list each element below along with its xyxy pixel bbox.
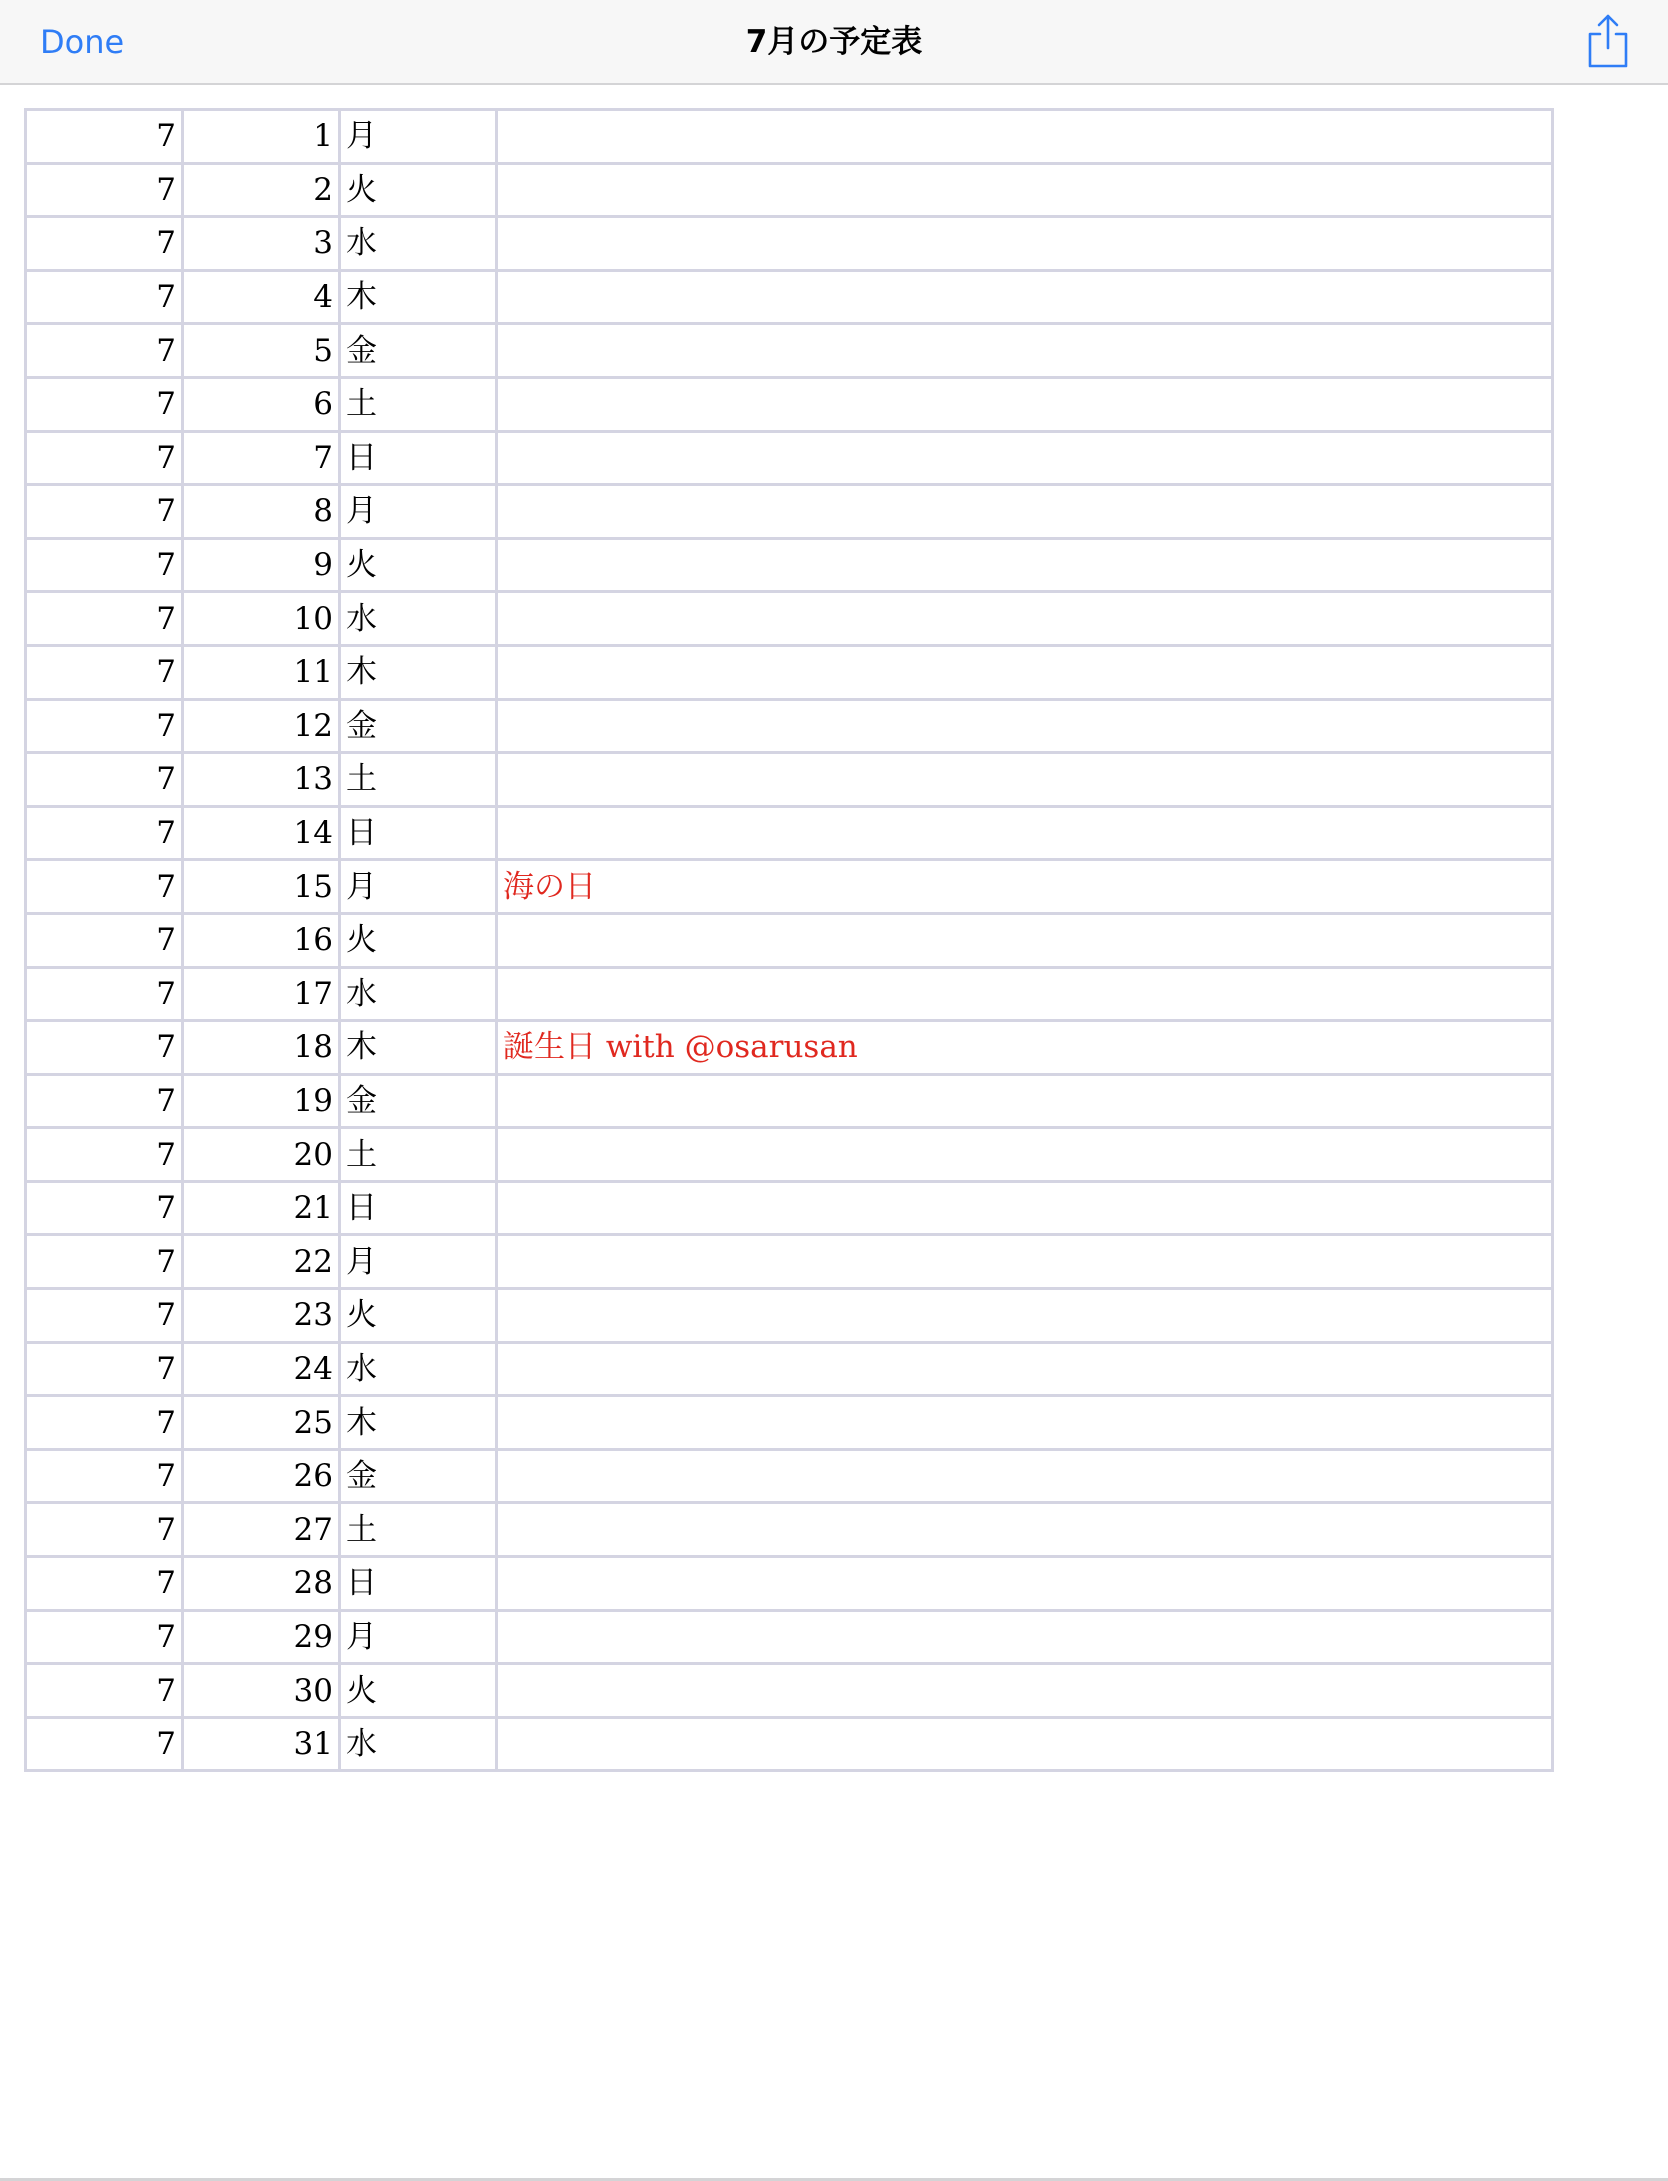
month-cell[interactable]: 7 [26, 377, 183, 431]
day-cell[interactable]: 2 [183, 163, 340, 217]
table-row [26, 1342, 1553, 1396]
event-cell[interactable] [497, 1342, 1553, 1396]
table-row [26, 860, 1553, 914]
event-cell[interactable] [497, 806, 1553, 860]
day-cell[interactable]: 12 [183, 699, 340, 753]
weekday-cell[interactable]: 火 [340, 1664, 497, 1718]
table-row [26, 645, 1553, 699]
day-cell[interactable]: 27 [183, 1503, 340, 1557]
table-row [26, 217, 1553, 271]
day-cell[interactable]: 9 [183, 538, 340, 592]
table-row [26, 913, 1553, 967]
table-row [26, 1503, 1553, 1557]
event-cell[interactable] [497, 1503, 1553, 1557]
month-cell[interactable]: 7 [26, 1396, 183, 1450]
share-icon [1586, 12, 1630, 70]
day-cell[interactable]: 5 [183, 324, 340, 378]
weekday-cell[interactable]: 日 [340, 431, 497, 485]
month-cell[interactable]: 7 [26, 1021, 183, 1075]
event-cell[interactable]: 誕生日 with @osarusan [497, 1021, 1553, 1075]
share-button[interactable] [1586, 12, 1630, 70]
day-cell[interactable]: 17 [183, 967, 340, 1021]
event-cell[interactable] [497, 753, 1553, 807]
day-cell[interactable]: 13 [183, 753, 340, 807]
event-cell[interactable] [497, 1717, 1553, 1771]
event-cell[interactable] [497, 1181, 1553, 1235]
event-cell[interactable] [497, 217, 1553, 271]
event-cell[interactable] [497, 645, 1553, 699]
table-row [26, 1074, 1553, 1128]
day-cell[interactable]: 1 [183, 110, 340, 164]
table-row [26, 1181, 1553, 1235]
month-cell[interactable]: 7 [26, 592, 183, 646]
day-cell[interactable]: 24 [183, 1342, 340, 1396]
done-button[interactable]: Done [40, 23, 125, 61]
weekday-cell[interactable]: 月 [340, 485, 497, 539]
month-cell[interactable]: 7 [26, 753, 183, 807]
event-cell[interactable] [497, 1664, 1553, 1718]
month-cell[interactable]: 7 [26, 324, 183, 378]
month-cell[interactable]: 7 [26, 110, 183, 164]
weekday-cell[interactable]: 木 [340, 270, 497, 324]
event-cell[interactable] [497, 163, 1553, 217]
month-cell[interactable]: 7 [26, 1342, 183, 1396]
day-cell[interactable]: 21 [183, 1181, 340, 1235]
weekday-cell[interactable]: 土 [340, 1128, 497, 1182]
day-cell[interactable]: 26 [183, 1449, 340, 1503]
day-cell[interactable]: 30 [183, 1664, 340, 1718]
weekday-cell[interactable]: 水 [340, 1342, 497, 1396]
day-cell[interactable]: 11 [183, 645, 340, 699]
weekday-cell[interactable]: 水 [340, 967, 497, 1021]
month-cell[interactable]: 7 [26, 1503, 183, 1557]
month-cell[interactable]: 7 [26, 485, 183, 539]
table-row [26, 806, 1553, 860]
schedule-table [24, 108, 1554, 1772]
month-cell[interactable]: 7 [26, 1128, 183, 1182]
weekday-cell[interactable]: 金 [340, 699, 497, 753]
weekday-cell[interactable]: 木 [340, 1396, 497, 1450]
table-row [26, 1610, 1553, 1664]
month-cell[interactable]: 7 [26, 538, 183, 592]
weekday-cell[interactable]: 水 [340, 217, 497, 271]
event-cell[interactable] [497, 1449, 1553, 1503]
day-cell[interactable]: 16 [183, 913, 340, 967]
table-row [26, 163, 1553, 217]
table-row [26, 1449, 1553, 1503]
table-row [26, 753, 1553, 807]
table-row [26, 1021, 1553, 1075]
table-row [26, 592, 1553, 646]
month-cell[interactable]: 7 [26, 860, 183, 914]
day-cell[interactable]: 18 [183, 1021, 340, 1075]
event-cell[interactable] [497, 538, 1553, 592]
event-cell[interactable] [497, 1235, 1553, 1289]
weekday-cell[interactable]: 火 [340, 913, 497, 967]
month-cell[interactable]: 7 [26, 913, 183, 967]
table-row [26, 538, 1553, 592]
day-cell[interactable]: 22 [183, 1235, 340, 1289]
weekday-cell[interactable]: 金 [340, 1449, 497, 1503]
weekday-cell[interactable]: 月 [340, 110, 497, 164]
day-cell[interactable]: 7 [183, 431, 340, 485]
weekday-cell[interactable]: 土 [340, 1503, 497, 1557]
month-cell[interactable]: 7 [26, 699, 183, 753]
event-cell[interactable] [497, 1557, 1553, 1611]
day-cell[interactable]: 25 [183, 1396, 340, 1450]
month-cell[interactable]: 7 [26, 806, 183, 860]
weekday-cell[interactable]: 火 [340, 163, 497, 217]
month-cell[interactable]: 7 [26, 1289, 183, 1343]
month-cell[interactable]: 7 [26, 1074, 183, 1128]
day-cell[interactable]: 6 [183, 377, 340, 431]
table-row [26, 377, 1553, 431]
month-cell[interactable]: 7 [26, 967, 183, 1021]
navigation-bar [0, 0, 1668, 85]
month-cell[interactable]: 7 [26, 1664, 183, 1718]
event-cell[interactable] [497, 1610, 1553, 1664]
month-cell[interactable]: 7 [26, 1235, 183, 1289]
month-cell[interactable]: 7 [26, 1610, 183, 1664]
weekday-cell[interactable]: 水 [340, 592, 497, 646]
weekday-cell[interactable]: 日 [340, 1557, 497, 1611]
table-row [26, 324, 1553, 378]
event-cell[interactable] [497, 431, 1553, 485]
table-row [26, 1717, 1553, 1771]
event-cell[interactable] [497, 1396, 1553, 1450]
event-cell[interactable] [497, 270, 1553, 324]
day-cell[interactable]: 8 [183, 485, 340, 539]
day-cell[interactable]: 20 [183, 1128, 340, 1182]
event-cell[interactable]: 海の日 [497, 860, 1553, 914]
month-cell[interactable]: 7 [26, 217, 183, 271]
table-row [26, 1235, 1553, 1289]
weekday-cell[interactable]: 月 [340, 1235, 497, 1289]
day-cell[interactable]: 28 [183, 1557, 340, 1611]
weekday-cell[interactable]: 土 [340, 377, 497, 431]
event-cell[interactable] [497, 913, 1553, 967]
table-row [26, 1557, 1553, 1611]
weekday-cell[interactable]: 日 [340, 806, 497, 860]
table-row [26, 967, 1553, 1021]
month-cell[interactable]: 7 [26, 1557, 183, 1611]
weekday-cell[interactable]: 月 [340, 860, 497, 914]
month-cell[interactable]: 7 [26, 431, 183, 485]
page-title: 7月の予定表 [745, 24, 923, 60]
event-cell[interactable] [497, 967, 1553, 1021]
weekday-cell[interactable]: 土 [340, 753, 497, 807]
weekday-cell[interactable]: 日 [340, 1181, 497, 1235]
weekday-cell[interactable]: 火 [340, 1289, 497, 1343]
table-row [26, 1289, 1553, 1343]
month-cell[interactable]: 7 [26, 1449, 183, 1503]
table-row [26, 699, 1553, 753]
day-cell[interactable]: 19 [183, 1074, 340, 1128]
event-cell[interactable] [497, 110, 1553, 164]
table-row [26, 1128, 1553, 1182]
month-cell[interactable]: 7 [26, 1717, 183, 1771]
table-row [26, 431, 1553, 485]
weekday-cell[interactable]: 金 [340, 1074, 497, 1128]
weekday-cell[interactable]: 水 [340, 1717, 497, 1771]
event-cell[interactable] [497, 485, 1553, 539]
day-cell[interactable]: 4 [183, 270, 340, 324]
table-row [26, 1664, 1553, 1718]
day-cell[interactable]: 23 [183, 1289, 340, 1343]
weekday-cell[interactable]: 木 [340, 645, 497, 699]
day-cell[interactable]: 10 [183, 592, 340, 646]
weekday-cell[interactable]: 木 [340, 1021, 497, 1075]
event-cell[interactable] [497, 1074, 1553, 1128]
weekday-cell[interactable]: 火 [340, 538, 497, 592]
day-cell[interactable]: 29 [183, 1610, 340, 1664]
month-cell[interactable]: 7 [26, 645, 183, 699]
event-cell[interactable] [497, 1128, 1553, 1182]
event-cell[interactable] [497, 377, 1553, 431]
month-cell[interactable]: 7 [26, 1181, 183, 1235]
weekday-cell[interactable]: 月 [340, 1610, 497, 1664]
event-cell[interactable] [497, 592, 1553, 646]
day-cell[interactable]: 31 [183, 1717, 340, 1771]
event-cell[interactable] [497, 1289, 1553, 1343]
day-cell[interactable]: 14 [183, 806, 340, 860]
table-row [26, 110, 1553, 164]
weekday-cell[interactable]: 金 [340, 324, 497, 378]
table-row [26, 270, 1553, 324]
month-cell[interactable]: 7 [26, 270, 183, 324]
schedule-table-body [26, 110, 1553, 1771]
event-cell[interactable] [497, 324, 1553, 378]
table-row [26, 485, 1553, 539]
table-row [26, 1396, 1553, 1450]
month-cell[interactable]: 7 [26, 163, 183, 217]
day-cell[interactable]: 15 [183, 860, 340, 914]
event-cell[interactable] [497, 699, 1553, 753]
day-cell[interactable]: 3 [183, 217, 340, 271]
